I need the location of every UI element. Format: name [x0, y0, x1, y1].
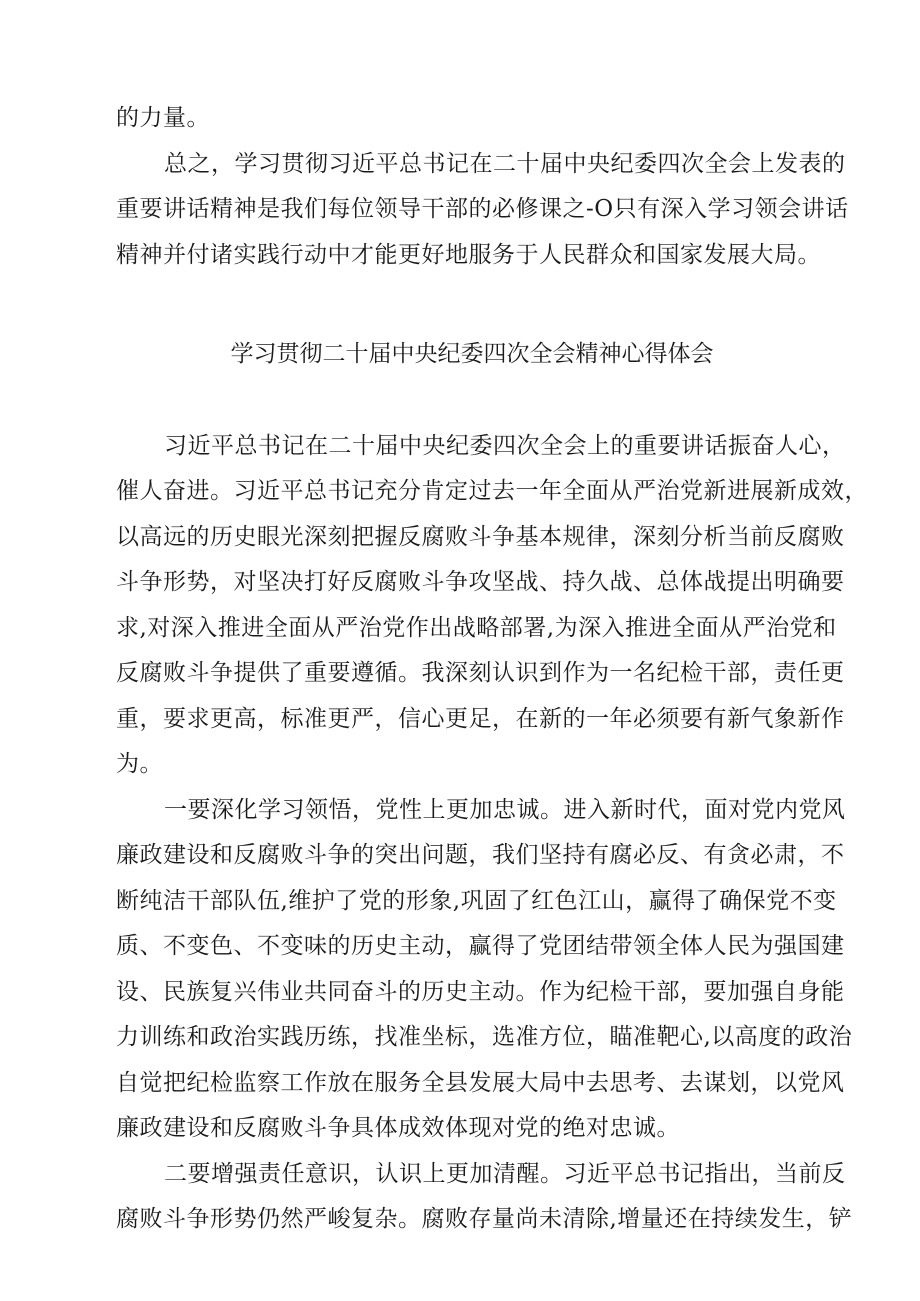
text-line: 催人奋进。习近平总书记充分肯定过去一年全面从严治党新进展新成效， [116, 478, 868, 504]
text-line: 廉政建设和反腐败斗争的突出问题，我们坚持有腐必反、有贪必肃，不 [116, 842, 845, 868]
text-line: 腐败斗争形势仍然严峻复杂。腐败存量尚未清除,增量还在持续发生，铲 [116, 1206, 853, 1232]
paragraph-point-two [116, 1152, 853, 1243]
text-line: 求,对深入推进全面从严治党作出战略部署,为深入推进全面从严治党和 [116, 614, 837, 641]
document-page [116, 96, 868, 1243]
paragraph-conclusion [116, 142, 849, 279]
text-line: 总之，学习贯彻习近平总书记在二十届中央纪委四次全会上发表的 [164, 150, 846, 177]
paragraph-point-one [116, 788, 853, 1152]
text-line: 精神并付诸实践行动中才能更好地服务于人民群众和国家发展大局。 [116, 241, 821, 268]
text-line: 自觉把纪检监察工作放在服务全县发展大局中去思考、去谋划，以党风 [116, 1069, 845, 1096]
section-title: 学习贯彻二十届中央纪委四次全会精神心得体会 [230, 341, 714, 367]
text-line: 廉政建设和反腐败斗争具体成效体现对党的绝对忠诚。 [116, 1115, 680, 1141]
text-line: 断纯洁干部队伍,维护了党的形象,巩固了红色江山，赢得了确保党不变 [116, 887, 837, 914]
text-line: 的力量。 [116, 105, 210, 131]
text-line: 一要深化学习领悟，党性上更加忠诚。进入新时代，面对党内党风 [164, 796, 846, 823]
text-line: 质、不变色、不变味的历史主动，赢得了党团结带领全体人民为强国建 [116, 933, 845, 959]
text-line: 斗争形势，对坚决打好反腐败斗争攻坚战、持久战、总体战提出明确要 [116, 569, 845, 595]
paragraph-fragment [116, 96, 828, 142]
text-line: 重，要求更高，标准更严，信心更足，在新的一年必须要有新气象新作 [116, 705, 845, 732]
paragraph-intro [116, 424, 868, 788]
text-line: 二要增强责任意识，认识上更加清醒。习近平总书记指出，当前反 [164, 1160, 846, 1187]
text-line: 以高远的历史眼光深刻把握反腐败斗争基本规律，深刻分析当前反腐败 [116, 523, 845, 550]
text-line: 为。 [116, 751, 163, 777]
text-line: 习近平总书记在二十届中央纪委四次全会上的重要讲话振奋人心， [164, 432, 846, 459]
text-line: 反腐败斗争提供了重要遵循。我深刻认识到作为一名纪检干部，责任更 [116, 660, 845, 686]
text-line: 重要讲话精神是我们每位领导干部的必修课之-O只有深入学习领会讲话 [116, 196, 849, 222]
text-line: 设、民族复兴伟业共同奋斗的历史主动。作为纪检干部，要加强自身能 [116, 978, 845, 1005]
text-line: 力训练和政治实践历练，找准坐标，选准方位，瞄准靶心,以高度的政治 [116, 1024, 853, 1050]
